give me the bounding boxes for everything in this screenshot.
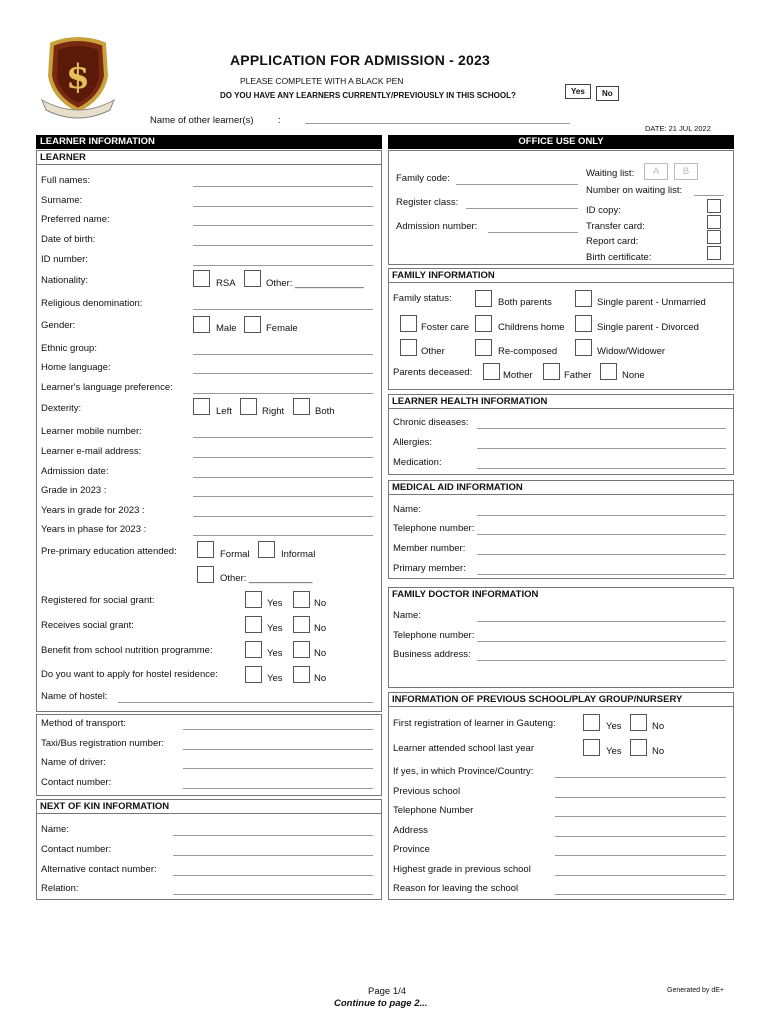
childrens-home-label: Childrens home (498, 322, 565, 333)
medical-aid-tel-label: Telephone number: (393, 523, 475, 534)
mobile-label: Learner mobile number: (41, 426, 142, 437)
birth-certificate-label: Birth certificate: (586, 252, 652, 263)
preferred-name-field[interactable] (193, 225, 373, 226)
report-card-label: Report card: (586, 236, 639, 247)
previous-school-label: Previous school (393, 786, 461, 797)
parents-deceased-label: Parents deceased: (393, 367, 473, 378)
nutrition-no-label: No (314, 648, 327, 659)
hostel-no-label: No (314, 673, 327, 684)
prev-province-label: Province (393, 844, 430, 855)
female-label: Female (266, 323, 298, 334)
single-divorced-checkbox[interactable] (575, 315, 592, 332)
kin-contact-label: Contact number: (41, 844, 112, 855)
attended-no-checkbox[interactable] (630, 739, 647, 756)
widow-label: Widow/Widower (597, 346, 666, 357)
learner-heading: LEARNER (36, 150, 382, 165)
chronic-diseases-field[interactable] (477, 428, 726, 429)
religion-label: Religious denomination: (41, 298, 143, 309)
medical-aid-heading: MEDICAL AID INFORMATION (388, 480, 734, 495)
family-other-checkbox[interactable] (400, 339, 417, 356)
province-country-field[interactable] (555, 777, 726, 778)
both-parents-checkbox[interactable] (475, 290, 492, 307)
kin-relation-label: Relation: (41, 883, 79, 894)
family-code-field[interactable] (456, 184, 578, 185)
admission-number-label: Admission number: (396, 221, 478, 232)
nationality-other-checkbox[interactable] (244, 270, 261, 287)
years-in-grade-label: Years in grade for 2023 : (41, 505, 145, 516)
first-reg-yes-label: Yes (606, 721, 622, 732)
medication-field[interactable] (477, 468, 726, 469)
medical-aid-tel-field[interactable] (477, 534, 726, 535)
recomposed-checkbox[interactable] (475, 339, 492, 356)
primary-member-field[interactable] (477, 574, 726, 575)
doctor-name-label: Name: (393, 610, 421, 621)
reason-leaving-field[interactable] (555, 894, 726, 895)
first-reg-no-label: No (652, 721, 665, 732)
family-heading: FAMILY INFORMATION (388, 268, 734, 283)
grant-yes-checkbox[interactable] (245, 591, 262, 608)
kin-name-label: Name: (41, 824, 69, 835)
nutrition-yes-label: Yes (267, 648, 283, 659)
driver-label: Name of driver: (41, 757, 106, 768)
instruction-text: PLEASE COMPLETE WITH A BLACK PEN (240, 76, 404, 86)
highest-grade-label: Highest grade in previous school (393, 864, 531, 875)
nationality-label: Nationality: (41, 275, 88, 286)
attended-last-year-label: Learner attended school last year (393, 743, 535, 754)
full-names-field[interactable] (193, 186, 373, 187)
preferred-name-label: Preferred name: (41, 214, 110, 225)
driver-field[interactable] (183, 768, 373, 769)
preprimary-label: Pre-primary education attended: (41, 546, 177, 557)
transfer-card-checkbox[interactable] (707, 215, 721, 229)
taxi-label: Taxi/Bus registration number: (41, 738, 165, 749)
generated-by: Generated by dE+ (667, 987, 725, 994)
previous-school-field[interactable] (555, 797, 726, 798)
none-deceased-checkbox[interactable] (600, 363, 617, 380)
next-of-kin-heading: NEXT OF KIN INFORMATION (36, 799, 382, 814)
years-in-phase-field[interactable] (193, 535, 373, 536)
preprimary-other-checkbox[interactable] (197, 566, 214, 583)
school-crest-logo (36, 36, 120, 120)
first-registration-label: First registration of learner in Gauteng: (393, 718, 556, 729)
office-use-bar: OFFICE USE ONLY (388, 135, 734, 149)
form-title: APPLICATION FOR ADMISSION - 2023 (230, 52, 490, 68)
svg-text:$: $ (66, 57, 90, 97)
father-deceased-label: Father (564, 370, 592, 381)
years-in-grade-field[interactable] (193, 516, 373, 517)
previous-school-heading: INFORMATION OF PREVIOUS SCHOOL/PLAY GROUP/NURSERY (388, 692, 734, 707)
allergies-field[interactable] (477, 448, 726, 449)
formal-label: Formal (220, 549, 250, 560)
single-unmarried-label: Single parent - Unmarried (597, 297, 706, 308)
home-language-field[interactable] (193, 373, 373, 374)
kin-alt-contact-field[interactable] (173, 875, 373, 876)
attended-yes-label: Yes (606, 746, 622, 757)
childrens-home-checkbox[interactable] (475, 315, 492, 332)
doctor-name-field[interactable] (477, 621, 726, 622)
mother-deceased-label: Mother (503, 370, 533, 381)
rsa-checkbox[interactable] (193, 270, 210, 287)
nationality-other-label: Other: _____________ (266, 278, 364, 289)
existing-learner-yes[interactable]: Yes (565, 84, 591, 99)
kin-relation-field[interactable] (173, 894, 373, 895)
rsa-label: RSA (216, 278, 236, 289)
admission-date-label: Admission date: (41, 466, 109, 477)
doctor-address-field[interactable] (477, 660, 726, 661)
home-language-label: Home language: (41, 362, 111, 373)
prev-address-field[interactable] (555, 836, 726, 837)
doctor-heading: FAMILY DOCTOR INFORMATION (388, 587, 734, 602)
health-heading: LEARNER HEALTH INFORMATION (388, 394, 734, 409)
register-class-label: Register class: (396, 197, 459, 208)
informal-checkbox[interactable] (258, 541, 275, 558)
language-preference-label: Learner's language preference: (41, 382, 173, 393)
dob-field[interactable] (193, 245, 373, 246)
receives-no-checkbox[interactable] (293, 616, 310, 633)
kin-name-field[interactable] (173, 835, 373, 836)
driver-contact-field[interactable] (183, 788, 373, 789)
hostel-yes-label: Yes (267, 673, 283, 684)
surname-field[interactable] (193, 206, 373, 207)
id-number-field[interactable] (193, 265, 373, 266)
female-checkbox[interactable] (244, 316, 261, 333)
continue-note: Continue to page 2... (334, 998, 428, 1009)
existing-learner-question: DO YOU HAVE ANY LEARNERS CURRENTLY/PREVIOUSLY IN THIS SCHOOL? (220, 91, 516, 100)
dexterity-label: Dexterity: (41, 403, 82, 414)
receives-no-label: No (314, 623, 327, 634)
transport-label: Method of transport: (41, 718, 127, 729)
family-other-label: Other (421, 346, 445, 357)
reason-leaving-label: Reason for leaving the school (393, 883, 519, 894)
existing-learner-no[interactable]: No (596, 86, 619, 101)
dob-label: Date of birth: (41, 234, 96, 245)
medication-label: Medication: (393, 457, 442, 468)
admission-number-field[interactable] (488, 232, 578, 233)
waiting-list-a-box[interactable]: A (644, 163, 668, 180)
doctor-tel-label: Telephone number: (393, 630, 475, 641)
prev-tel-label: Telephone Number (393, 805, 474, 816)
other-learner-label: Name of other learner(s) (150, 115, 254, 126)
doctor-tel-field[interactable] (477, 641, 726, 642)
family-code-label: Family code: (396, 173, 450, 184)
both-hands-checkbox[interactable] (293, 398, 310, 415)
hostel-no-checkbox[interactable] (293, 666, 310, 683)
preprimary-other-label: Other: ____________ (220, 573, 313, 584)
prev-tel-field[interactable] (555, 816, 726, 817)
hostel-apply-label: Do you want to apply for hostel residence: (41, 669, 218, 680)
recomposed-label: Re-composed (498, 346, 558, 357)
grade-field[interactable] (193, 496, 373, 497)
mobile-field[interactable] (193, 437, 373, 438)
prev-province-field[interactable] (555, 855, 726, 856)
attended-yes-checkbox[interactable] (583, 739, 600, 756)
other-learner-field[interactable] (305, 123, 570, 124)
left-hand-label: Left (216, 406, 232, 417)
hostel-yes-checkbox[interactable] (245, 666, 262, 683)
years-in-phase-label: Years in phase for 2023 : (41, 524, 147, 535)
first-reg-yes-checkbox[interactable] (583, 714, 600, 731)
right-hand-label: Right (262, 406, 285, 417)
ethnic-group-label: Ethnic group: (41, 343, 97, 354)
mother-deceased-checkbox[interactable] (483, 363, 500, 380)
waiting-list-label: Waiting list: (586, 168, 635, 179)
member-number-label: Member number: (393, 543, 466, 554)
male-checkbox[interactable] (193, 316, 210, 333)
transport-field[interactable] (183, 729, 373, 730)
id-number-label: ID number: (41, 254, 88, 265)
single-unmarried-checkbox[interactable] (575, 290, 592, 307)
grant-yes-label: Yes (267, 598, 283, 609)
province-country-label: If yes, in which Province/Country: (393, 766, 534, 777)
hostel-name-field[interactable] (118, 702, 373, 703)
grant-no-label: No (314, 598, 327, 609)
highest-grade-field[interactable] (555, 875, 726, 876)
allergies-label: Allergies: (393, 437, 433, 448)
waiting-number-label: Number on waiting list: (586, 185, 683, 196)
doctor-address-label: Business address: (393, 649, 471, 660)
report-card-checkbox[interactable] (707, 230, 721, 244)
first-reg-no-checkbox[interactable] (630, 714, 647, 731)
both-hands-label: Both (315, 406, 335, 417)
left-hand-checkbox[interactable] (193, 398, 210, 415)
driver-contact-label: Contact number: (41, 777, 112, 788)
kin-contact-field[interactable] (173, 855, 373, 856)
single-divorced-label: Single parent - Divorced (597, 322, 699, 333)
other-learner-colon: : (278, 115, 281, 126)
widow-checkbox[interactable] (575, 339, 592, 356)
nutrition-no-checkbox[interactable] (293, 641, 310, 658)
formal-checkbox[interactable] (197, 541, 214, 558)
email-label: Learner e-mail address: (41, 446, 142, 457)
admission-date-field[interactable] (193, 477, 373, 478)
hostel-name-label: Name of hostel: (41, 691, 108, 702)
waiting-number-field[interactable] (694, 195, 724, 196)
right-hand-checkbox[interactable] (240, 398, 257, 415)
member-number-field[interactable] (477, 554, 726, 555)
surname-label: Surname: (41, 195, 83, 206)
none-deceased-label: None (622, 370, 645, 381)
religion-field[interactable] (193, 309, 373, 310)
transfer-card-label: Transfer card: (586, 221, 645, 232)
register-class-field[interactable] (466, 208, 578, 209)
grade-label: Grade in 2023 : (41, 485, 107, 496)
informal-label: Informal (281, 549, 316, 560)
email-field[interactable] (193, 457, 373, 458)
taxi-field[interactable] (183, 749, 373, 750)
form-date: DATE: 21 JUL 2022 (645, 124, 711, 133)
kin-alt-contact-label: Alternative contact number: (41, 864, 157, 875)
id-copy-checkbox[interactable] (707, 199, 721, 213)
full-names-label: Full names: (41, 175, 91, 186)
gender-label: Gender: (41, 320, 76, 331)
both-parents-label: Both parents (498, 297, 552, 308)
birth-certificate-checkbox[interactable] (707, 246, 721, 260)
grant-no-checkbox[interactable] (293, 591, 310, 608)
receives-grant-label: Receives social grant: (41, 620, 134, 631)
waiting-list-b-box[interactable]: B (674, 163, 698, 180)
page-number: Page 1/4 (368, 986, 407, 997)
ethnic-group-field[interactable] (193, 354, 373, 355)
chronic-diseases-label: Chronic diseases: (393, 417, 469, 428)
nutrition-label: Benefit from school nutrition programme: (41, 645, 213, 656)
foster-care-checkbox[interactable] (400, 315, 417, 332)
nutrition-yes-checkbox[interactable] (245, 641, 262, 658)
attended-no-label: No (652, 746, 665, 757)
social-grant-label: Registered for social grant: (41, 595, 155, 606)
learner-information-bar: LEARNER INFORMATION (36, 135, 382, 149)
primary-member-label: Primary member: (393, 563, 466, 574)
father-deceased-checkbox[interactable] (543, 363, 560, 380)
foster-care-label: Foster care (421, 322, 470, 333)
male-label: Male (216, 323, 237, 334)
receives-yes-checkbox[interactable] (245, 616, 262, 633)
prev-address-label: Address (393, 825, 428, 836)
family-status-label: Family status: (393, 293, 452, 304)
medical-aid-name-field[interactable] (477, 515, 726, 516)
language-preference-field[interactable] (193, 393, 373, 394)
medical-aid-name-label: Name: (393, 504, 421, 515)
id-copy-label: ID copy: (586, 205, 621, 216)
receives-yes-label: Yes (267, 623, 283, 634)
